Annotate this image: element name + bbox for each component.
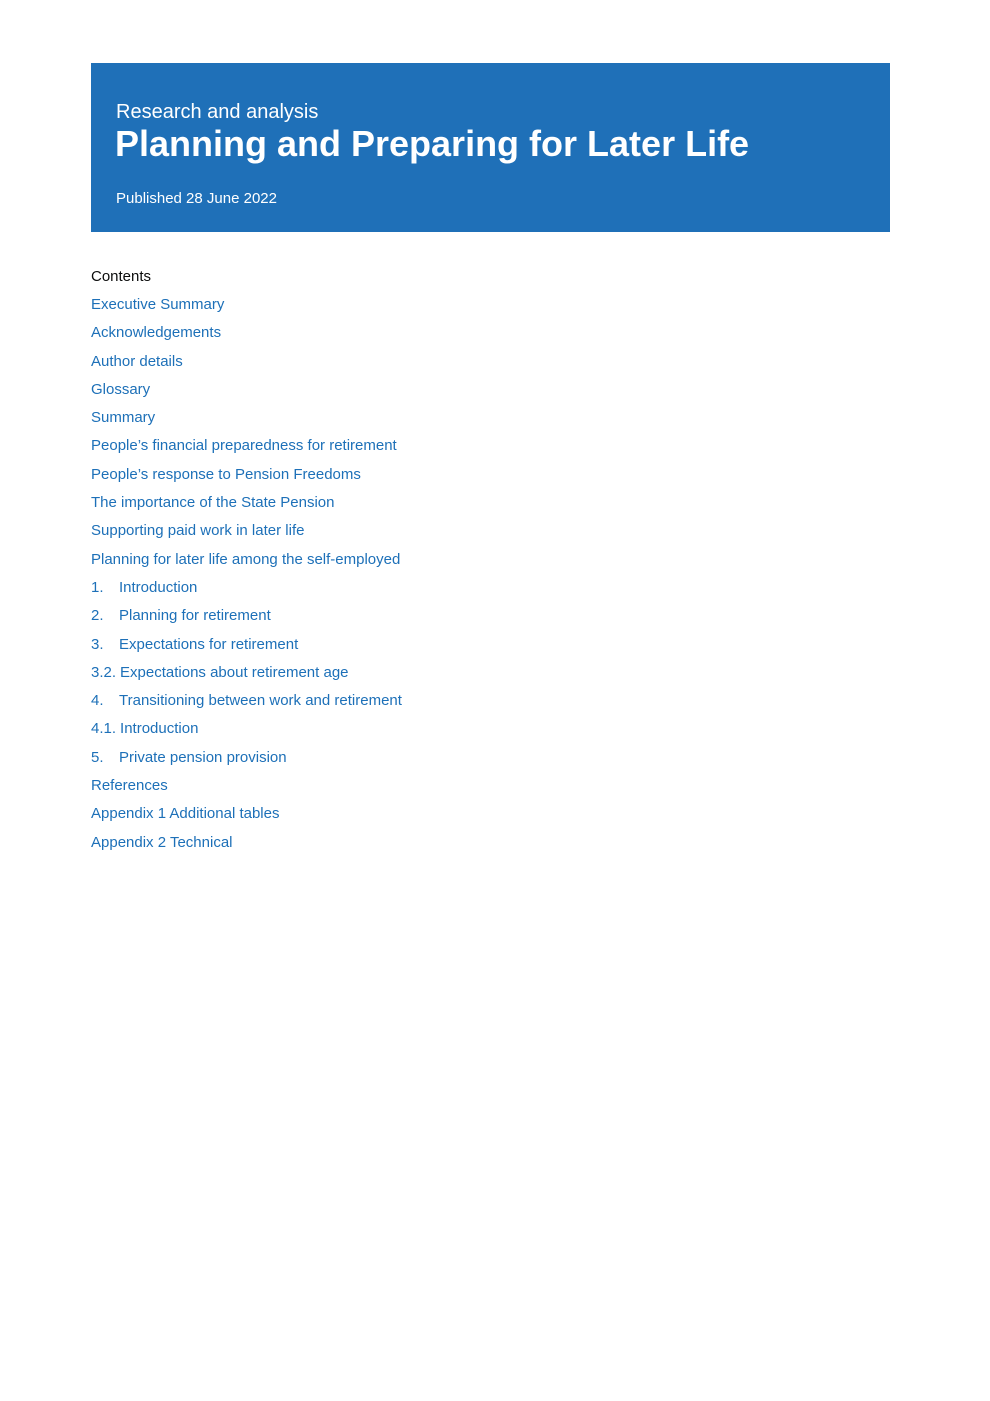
contents-item [91, 436, 402, 464]
contents-link-expectations-for-retirement[interactable] [91, 636, 298, 653]
link-label: Expectations about retirement age [120, 663, 349, 681]
contents-item [91, 833, 402, 861]
contents-link-retirement-age[interactable] [91, 664, 349, 681]
section-number: 4.1. [91, 720, 117, 738]
section-number: 1. [91, 578, 104, 596]
link-label: References [91, 777, 168, 795]
link-label: People’s response to Pension Freedoms [91, 465, 361, 483]
link-label: People’s financial preparedness for retirement [91, 437, 397, 455]
section-number: 3. [91, 635, 104, 653]
title-banner [91, 63, 890, 232]
contents-item [91, 776, 402, 804]
contents-item [91, 719, 402, 747]
section-number: 5. [91, 748, 104, 766]
link-label: Author details [91, 352, 183, 370]
section-number: 4. [91, 692, 104, 710]
contents-item [91, 295, 402, 323]
contents-link-acknowledgements[interactable] [91, 324, 221, 341]
section-number: 2. [91, 607, 104, 625]
contents-item [91, 804, 402, 832]
contents-item [91, 691, 402, 719]
contents-link-summary[interactable] [91, 409, 155, 426]
contents-link-transitioning-introduction[interactable] [91, 720, 198, 737]
contents-link-glossary[interactable] [91, 381, 150, 398]
contents-link-references[interactable] [91, 777, 168, 794]
link-label: Executive Summary [91, 296, 225, 313]
contents-link-introduction[interactable] [91, 579, 197, 596]
published-date: Published 28 June 2022 [116, 190, 277, 207]
page-title: Planning and Preparing for Later Life [115, 123, 750, 164]
link-label: Planning for later life among the self-employed [91, 550, 401, 568]
contents-item [91, 606, 402, 634]
link-label: Acknowledgements [91, 324, 222, 342]
link-label: Transitioning between work and retirement [119, 692, 402, 710]
link-label: The importance of the State Pension [91, 494, 335, 512]
link-label: Appendix 1 Additional tables [91, 805, 280, 823]
contents-link-state-pension[interactable] [91, 494, 334, 511]
contents-heading: Contents [91, 268, 152, 285]
contents-item [91, 578, 402, 606]
link-label: Glossary [91, 380, 151, 398]
link-label: Appendix 2 Technical [91, 833, 233, 851]
link-label: Private pension provision [119, 748, 287, 766]
link-label: Expectations for retirement [119, 635, 299, 653]
section-number: 3.2. [91, 663, 117, 681]
contents-item [91, 663, 402, 691]
document-type-label: Research and analysis [116, 101, 319, 123]
contents-item [91, 493, 402, 521]
contents-item [91, 323, 402, 351]
link-label: Supporting paid work in later life [91, 522, 305, 540]
contents-link-transitioning[interactable] [91, 692, 402, 709]
contents-link-private-pension[interactable] [91, 749, 287, 766]
contents-item [91, 465, 402, 493]
contents-item [91, 380, 402, 408]
contents-item [91, 408, 402, 436]
contents-item [91, 352, 402, 380]
table-of-contents [91, 267, 402, 861]
contents-link-appendix-2[interactable] [91, 834, 233, 851]
link-label: Planning for retirement [119, 607, 271, 625]
contents-link-planning-for-retirement[interactable] [91, 607, 271, 624]
contents-link-appendix-1[interactable] [91, 805, 279, 822]
contents-list [91, 295, 402, 861]
contents-item [91, 550, 402, 578]
contents-link-paid-work[interactable] [91, 522, 304, 539]
contents-link-executive-summary[interactable] [91, 296, 224, 313]
contents-link-financial-preparedness[interactable] [91, 437, 397, 454]
contents-link-pension-freedoms[interactable] [91, 466, 361, 483]
contents-item [91, 748, 402, 776]
contents-link-self-employed[interactable] [91, 551, 400, 568]
link-label: Introduction [120, 720, 199, 738]
contents-link-author-details[interactable] [91, 353, 183, 370]
link-label: Summary [91, 409, 156, 427]
contents-item [91, 635, 402, 663]
contents-item [91, 521, 402, 549]
link-label: Introduction [119, 578, 198, 596]
